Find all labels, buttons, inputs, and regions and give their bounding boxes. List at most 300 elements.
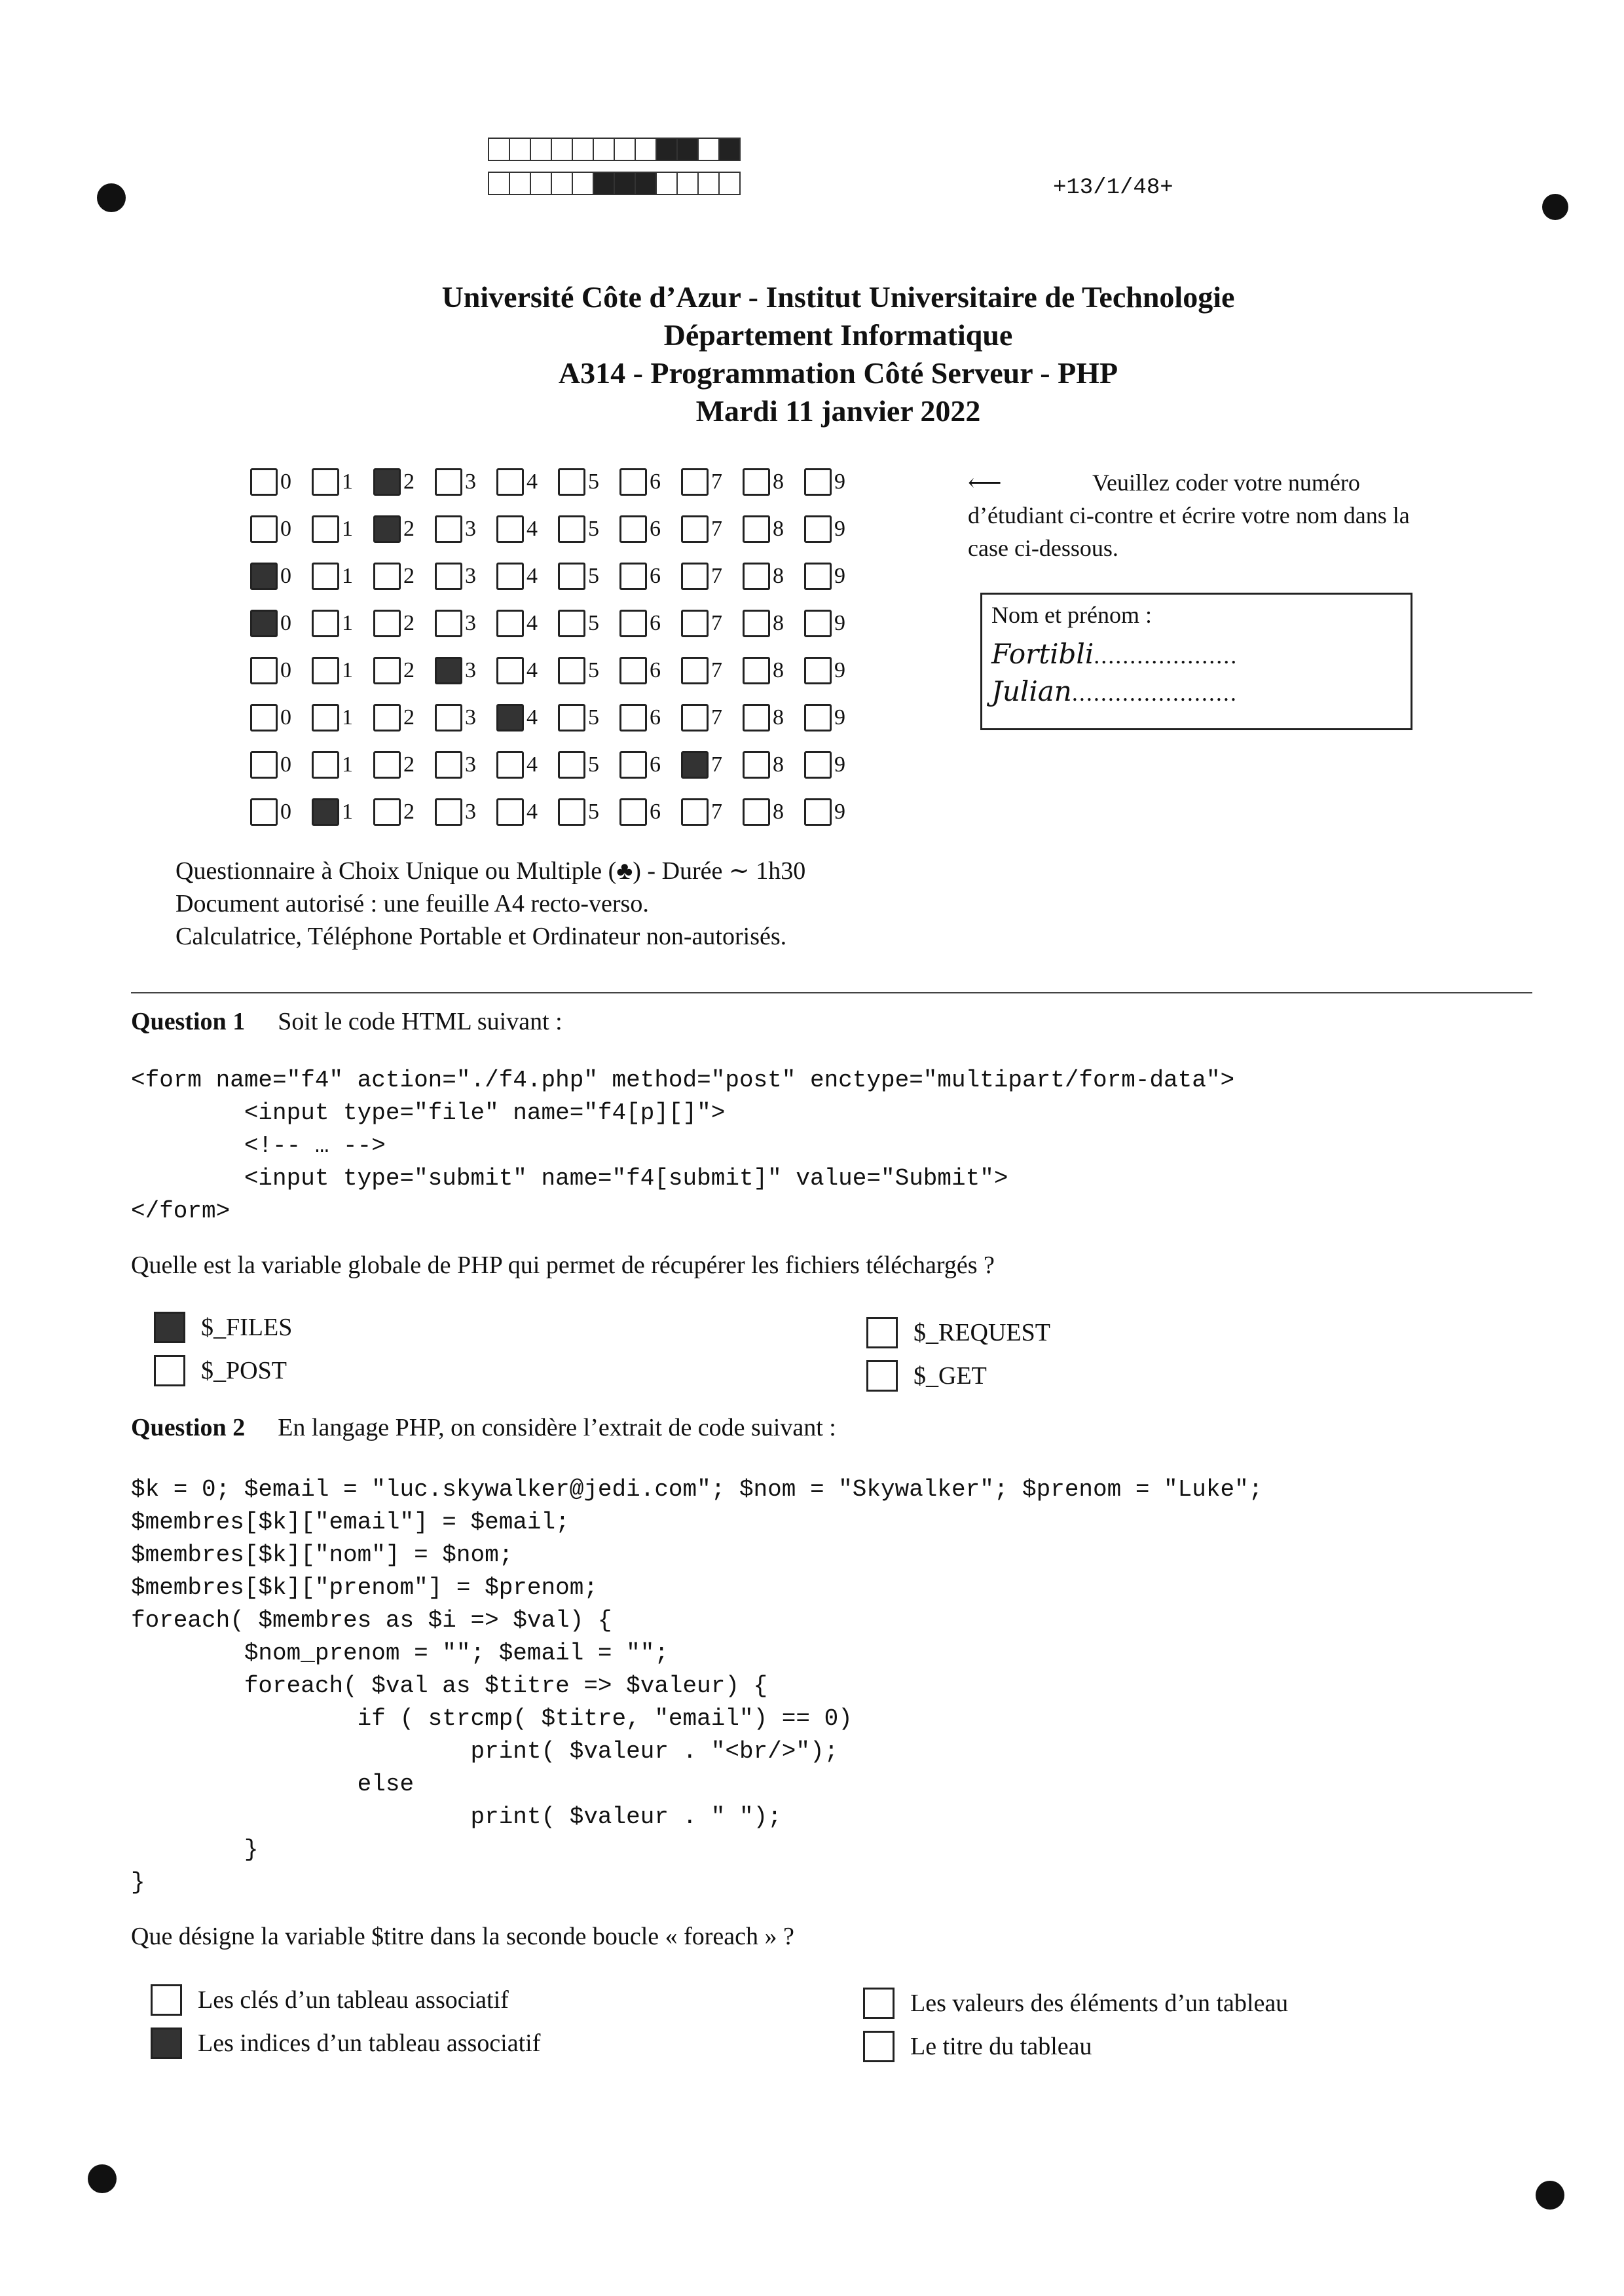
- digit-checkbox[interactable]: [250, 798, 278, 826]
- digit-option[interactable]: [250, 704, 312, 731]
- digit-label: 5: [588, 705, 599, 730]
- option-label: $_GET: [913, 1362, 987, 1390]
- student-number-row: [250, 600, 866, 647]
- digit-checkbox[interactable]: [619, 563, 647, 590]
- digit-option[interactable]: [743, 798, 804, 826]
- digit-label: 4: [526, 658, 538, 682]
- digit-label: 5: [588, 752, 599, 777]
- digit-label: 1: [342, 611, 353, 635]
- digit-checkbox[interactable]: [619, 657, 647, 684]
- digit-option[interactable]: [435, 468, 496, 496]
- question-1-heading: [131, 1007, 563, 1036]
- digit-option[interactable]: [435, 515, 496, 543]
- digit-label: 2: [403, 517, 415, 541]
- digit-checkbox[interactable]: [558, 468, 585, 496]
- digit-checkbox[interactable]: [743, 798, 770, 826]
- digit-checkbox[interactable]: [250, 468, 278, 496]
- digit-option[interactable]: [373, 610, 435, 637]
- digit-checkbox[interactable]: [373, 610, 401, 637]
- digit-label: 8: [773, 564, 784, 588]
- dotted-line: .......................: [1071, 680, 1238, 706]
- digit-label: 4: [526, 564, 538, 588]
- digit-option[interactable]: [619, 704, 681, 731]
- q1-option-post[interactable]: [154, 1355, 287, 1386]
- digit-checkbox[interactable]: [743, 610, 770, 637]
- digit-checkbox[interactable]: [373, 515, 401, 543]
- registration-mark-bottom-right: [1536, 2181, 1564, 2210]
- digit-option[interactable]: [373, 657, 435, 684]
- digit-option[interactable]: [619, 798, 681, 826]
- digit-label: 3: [465, 752, 476, 777]
- q1-option-files[interactable]: [154, 1312, 292, 1343]
- name-box-label: Nom et prénom :: [991, 602, 1152, 628]
- digit-option[interactable]: [619, 515, 681, 543]
- digit-checkbox[interactable]: [435, 751, 462, 779]
- digit-option[interactable]: [250, 468, 312, 496]
- digit-checkbox[interactable]: [558, 798, 585, 826]
- barcode-bottom: [488, 172, 739, 195]
- digit-label: 0: [280, 611, 291, 635]
- student-number-row: [250, 553, 866, 600]
- header-course: A314 - Programmation Côté Serveur - PHP: [558, 356, 1118, 390]
- question-1-label: Question 1: [131, 1008, 246, 1035]
- digit-option[interactable]: [681, 515, 743, 543]
- digit-checkbox[interactable]: [619, 704, 647, 731]
- checkbox[interactable]: [866, 1317, 898, 1348]
- digit-label: 7: [711, 752, 722, 777]
- digit-option[interactable]: [619, 563, 681, 590]
- digit-checkbox[interactable]: [681, 468, 709, 496]
- digit-option[interactable]: [435, 798, 496, 826]
- digit-checkbox[interactable]: [496, 657, 524, 684]
- digit-option[interactable]: [435, 751, 496, 779]
- digit-label: 3: [465, 705, 476, 730]
- digit-checkbox[interactable]: [312, 751, 339, 779]
- digit-option[interactable]: [250, 657, 312, 684]
- barcode-top: [488, 138, 739, 161]
- digit-option[interactable]: [373, 751, 435, 779]
- digit-checkbox[interactable]: [558, 563, 585, 590]
- option-label: Le titre du tableau: [910, 2033, 1092, 2060]
- digit-label: 9: [834, 517, 845, 541]
- digit-option[interactable]: [312, 798, 373, 826]
- digit-option[interactable]: [681, 798, 743, 826]
- digit-option[interactable]: [250, 515, 312, 543]
- digit-label: 4: [526, 752, 538, 777]
- question-2-prompt: Que désigne la variable $titre dans la seconde boucle « foreach » ?: [131, 1923, 794, 1950]
- digit-option[interactable]: [743, 515, 804, 543]
- dotted-line: ....................: [1094, 642, 1238, 669]
- digit-label: 4: [526, 800, 538, 824]
- checkbox[interactable]: [151, 2028, 182, 2059]
- digit-option[interactable]: [804, 704, 866, 731]
- exam-header: [0, 278, 1624, 430]
- digit-label: 2: [403, 752, 415, 777]
- question-2-heading: [131, 1413, 836, 1442]
- option-label: $_REQUEST: [913, 1319, 1050, 1346]
- digit-option[interactable]: [312, 657, 373, 684]
- digit-label: 0: [280, 752, 291, 777]
- digit-label: 3: [465, 658, 476, 682]
- handwritten-first-name: Julian: [991, 675, 1072, 707]
- digit-option[interactable]: [435, 610, 496, 637]
- digit-option[interactable]: [681, 704, 743, 731]
- digit-checkbox[interactable]: [373, 798, 401, 826]
- digit-label: 3: [465, 517, 476, 541]
- digit-checkbox[interactable]: [558, 751, 585, 779]
- digit-checkbox[interactable]: [558, 610, 585, 637]
- digit-label: 0: [280, 705, 291, 730]
- digit-option[interactable]: [250, 798, 312, 826]
- digit-checkbox[interactable]: [496, 751, 524, 779]
- digit-label: 3: [465, 611, 476, 635]
- registration-mark-bottom-left: [88, 2164, 117, 2193]
- option-label: Les valeurs des éléments d’un tableau: [910, 1990, 1289, 2017]
- digit-option[interactable]: [743, 751, 804, 779]
- question-1-code: <form name="f4" action="./f4.php" method="post" enctype="multipart/form-data"> <input type="file" name="f4[p][]"> <!-- … --> <input type="submit" name="f4[submit]" value="Submit"> </form>: [131, 1067, 1235, 1225]
- digit-checkbox[interactable]: [435, 704, 462, 731]
- digit-option[interactable]: [435, 657, 496, 684]
- digit-checkbox[interactable]: [250, 515, 278, 543]
- digit-label: 4: [526, 517, 538, 541]
- q1-option-get[interactable]: [866, 1360, 987, 1392]
- digit-label: 3: [465, 800, 476, 824]
- digit-label: 7: [711, 564, 722, 588]
- digit-label: 8: [773, 611, 784, 635]
- digit-option[interactable]: [804, 515, 866, 543]
- instructions-lead: Veuillez coder votre numéro: [1092, 470, 1360, 496]
- header-university: Université Côte d’Azur - Institut Universitaire de Technologie: [441, 280, 1235, 314]
- digit-checkbox[interactable]: [435, 468, 462, 496]
- checkbox[interactable]: [154, 1355, 185, 1386]
- digit-label: 2: [403, 800, 415, 824]
- digit-label: 4: [526, 705, 538, 730]
- digit-checkbox[interactable]: [804, 515, 832, 543]
- digit-option[interactable]: [558, 798, 619, 826]
- digit-option[interactable]: [804, 468, 866, 496]
- digit-checkbox[interactable]: [373, 657, 401, 684]
- digit-label: 1: [342, 658, 353, 682]
- digit-label: 0: [280, 564, 291, 588]
- section-divider: [131, 992, 1532, 993]
- q2-option-title[interactable]: [863, 2031, 1092, 2062]
- digit-checkbox[interactable]: [743, 563, 770, 590]
- digit-label: 8: [773, 470, 784, 494]
- digit-option[interactable]: [804, 563, 866, 590]
- digit-option[interactable]: [558, 657, 619, 684]
- digit-option[interactable]: [496, 657, 558, 684]
- digit-checkbox[interactable]: [435, 515, 462, 543]
- digit-label: 0: [280, 800, 291, 824]
- digit-checkbox[interactable]: [312, 610, 339, 637]
- instructions-rest: d’étudiant ci-contre et écrire votre nom dans la case ci-dessous.: [968, 502, 1410, 561]
- digit-checkbox[interactable]: [619, 798, 647, 826]
- digit-label: 7: [711, 705, 722, 730]
- digit-label: 4: [526, 470, 538, 494]
- digit-option[interactable]: [250, 751, 312, 779]
- digit-checkbox[interactable]: [743, 704, 770, 731]
- digit-checkbox[interactable]: [619, 610, 647, 637]
- digit-option[interactable]: [619, 751, 681, 779]
- digit-label: 7: [711, 800, 722, 824]
- digit-option[interactable]: [558, 515, 619, 543]
- digit-option[interactable]: [496, 704, 558, 731]
- digit-checkbox[interactable]: [496, 610, 524, 637]
- digit-option[interactable]: [312, 563, 373, 590]
- digit-option[interactable]: [312, 468, 373, 496]
- digit-label: 2: [403, 470, 415, 494]
- digit-option[interactable]: [804, 751, 866, 779]
- digit-label: 5: [588, 564, 599, 588]
- digit-checkbox[interactable]: [743, 657, 770, 684]
- digit-checkbox[interactable]: [312, 798, 339, 826]
- digit-label: 5: [588, 611, 599, 635]
- header-department: Département Informatique: [663, 318, 1013, 352]
- digit-label: 5: [588, 517, 599, 541]
- digit-option[interactable]: [804, 798, 866, 826]
- digit-option[interactable]: [804, 657, 866, 684]
- digit-checkbox[interactable]: [681, 704, 709, 731]
- digit-option[interactable]: [312, 751, 373, 779]
- digit-checkbox[interactable]: [558, 704, 585, 731]
- digit-label: 7: [711, 658, 722, 682]
- digit-option[interactable]: [496, 515, 558, 543]
- digit-label: 9: [834, 564, 845, 588]
- digit-option[interactable]: [681, 751, 743, 779]
- student-number-grid: [250, 458, 866, 836]
- digit-label: 7: [711, 611, 722, 635]
- digit-checkbox[interactable]: [804, 704, 832, 731]
- checkbox[interactable]: [154, 1312, 185, 1343]
- digit-option[interactable]: [496, 468, 558, 496]
- digit-checkbox[interactable]: [435, 610, 462, 637]
- digit-option[interactable]: [250, 563, 312, 590]
- digit-label: 6: [650, 752, 661, 777]
- digit-label: 1: [342, 517, 353, 541]
- digit-option[interactable]: [496, 610, 558, 637]
- registration-mark-top-left: [97, 183, 126, 212]
- digit-checkbox[interactable]: [250, 704, 278, 731]
- digit-option[interactable]: [373, 515, 435, 543]
- digit-option[interactable]: [619, 468, 681, 496]
- digit-option[interactable]: [619, 657, 681, 684]
- digit-label: 3: [465, 564, 476, 588]
- digit-label: 8: [773, 658, 784, 682]
- exam-meta: [175, 855, 805, 953]
- digit-option[interactable]: [373, 468, 435, 496]
- digit-checkbox[interactable]: [681, 798, 709, 826]
- digit-checkbox[interactable]: [373, 468, 401, 496]
- student-number-row: [250, 647, 866, 694]
- digit-label: 9: [834, 658, 845, 682]
- digit-option[interactable]: [496, 563, 558, 590]
- digit-option[interactable]: [312, 704, 373, 731]
- digit-label: 2: [403, 705, 415, 730]
- copy-code-id: +13/1/48+: [1053, 176, 1173, 200]
- digit-checkbox[interactable]: [681, 515, 709, 543]
- q2-option-keys[interactable]: [151, 1984, 509, 2016]
- q2-option-indices[interactable]: [151, 2028, 540, 2059]
- digit-checkbox[interactable]: [558, 657, 585, 684]
- digit-checkbox[interactable]: [743, 515, 770, 543]
- question-1-prompt: Quelle est la variable globale de PHP qui permet de récupérer les fichiers téléchargés ?: [131, 1251, 995, 1279]
- digit-checkbox[interactable]: [373, 704, 401, 731]
- digit-option[interactable]: [558, 704, 619, 731]
- digit-checkbox[interactable]: [312, 515, 339, 543]
- digit-checkbox[interactable]: [804, 751, 832, 779]
- digit-option[interactable]: [743, 468, 804, 496]
- digit-checkbox[interactable]: [373, 751, 401, 779]
- digit-label: 0: [280, 517, 291, 541]
- digit-label: 6: [650, 517, 661, 541]
- digit-checkbox[interactable]: [804, 563, 832, 590]
- registration-mark-top-right: [1542, 194, 1568, 220]
- digit-label: 3: [465, 470, 476, 494]
- student-number-row: [250, 788, 866, 836]
- digit-checkbox[interactable]: [619, 515, 647, 543]
- digit-option[interactable]: [743, 563, 804, 590]
- digit-label: 7: [711, 470, 722, 494]
- student-number-row: [250, 506, 866, 553]
- digit-checkbox[interactable]: [250, 751, 278, 779]
- checkbox[interactable]: [863, 1988, 895, 2019]
- digit-option[interactable]: [558, 751, 619, 779]
- digit-label: 1: [342, 800, 353, 824]
- digit-label: 8: [773, 517, 784, 541]
- digit-checkbox[interactable]: [681, 657, 709, 684]
- digit-option[interactable]: [250, 610, 312, 637]
- digit-option[interactable]: [496, 798, 558, 826]
- digit-checkbox[interactable]: [250, 610, 278, 637]
- digit-option[interactable]: [619, 610, 681, 637]
- question-2-label: Question 2: [131, 1414, 246, 1441]
- checkbox[interactable]: [863, 2031, 895, 2062]
- digit-label: 1: [342, 705, 353, 730]
- digit-label: 9: [834, 611, 845, 635]
- checkbox[interactable]: [866, 1360, 898, 1392]
- digit-checkbox[interactable]: [558, 515, 585, 543]
- digit-label: 9: [834, 752, 845, 777]
- digit-label: 1: [342, 564, 353, 588]
- digit-checkbox[interactable]: [804, 610, 832, 637]
- student-number-row: [250, 741, 866, 788]
- question-2-code: $k = 0; $email = "luc.skywalker@jedi.com"; $nom = "Skywalker"; $prenom = "Luke"; $membres[$k]["email"] = $email; $membres[$k]["nom"] = $nom; $membres[$k]["prenom"] = $prenom; foreach( $membres as $i => $val) { $nom_prenom = ""; $email = ""; foreach( $val as $titre => $valeur) { if ( strcmp( $titre, "email") == 0) print( $valeur . "<br/>"); else print( $valeur . " "); } }: [131, 1476, 1263, 1896]
- digit-label: 2: [403, 658, 415, 682]
- digit-checkbox[interactable]: [496, 563, 524, 590]
- digit-label: 6: [650, 800, 661, 824]
- digit-checkbox[interactable]: [373, 563, 401, 590]
- digit-label: 1: [342, 470, 353, 494]
- digit-option[interactable]: [558, 468, 619, 496]
- digit-label: 2: [403, 564, 415, 588]
- digit-label: 9: [834, 800, 845, 824]
- digit-option[interactable]: [558, 563, 619, 590]
- digit-label: 6: [650, 705, 661, 730]
- digit-checkbox[interactable]: [435, 563, 462, 590]
- digit-checkbox[interactable]: [496, 798, 524, 826]
- option-label: Les clés d’un tableau associatif: [198, 1986, 509, 2014]
- digit-checkbox[interactable]: [496, 704, 524, 731]
- digit-label: 5: [588, 658, 599, 682]
- name-box[interactable]: [980, 593, 1412, 730]
- handwritten-last-name: Fortibli: [991, 638, 1094, 670]
- digit-label: 1: [342, 752, 353, 777]
- digit-option[interactable]: [373, 798, 435, 826]
- digit-checkbox[interactable]: [312, 657, 339, 684]
- digit-label: 6: [650, 611, 661, 635]
- digit-label: 5: [588, 800, 599, 824]
- digit-checkbox[interactable]: [804, 657, 832, 684]
- digit-checkbox[interactable]: [312, 704, 339, 731]
- digit-label: 0: [280, 470, 291, 494]
- digit-option[interactable]: [312, 610, 373, 637]
- checkbox[interactable]: [151, 1984, 182, 2016]
- q1-option-request[interactable]: [866, 1317, 1050, 1348]
- digit-checkbox[interactable]: [681, 563, 709, 590]
- digit-checkbox[interactable]: [250, 563, 278, 590]
- digit-option[interactable]: [558, 610, 619, 637]
- digit-checkbox[interactable]: [804, 798, 832, 826]
- digit-checkbox[interactable]: [743, 751, 770, 779]
- digit-checkbox[interactable]: [496, 515, 524, 543]
- digit-option[interactable]: [681, 610, 743, 637]
- student-number-row: [250, 458, 866, 506]
- digit-checkbox[interactable]: [435, 657, 462, 684]
- meta-line-devices: Calculatrice, Téléphone Portable et Ordinateur non-autorisés.: [175, 923, 787, 950]
- digit-option[interactable]: [804, 610, 866, 637]
- digit-option[interactable]: [681, 468, 743, 496]
- digit-option[interactable]: [681, 657, 743, 684]
- digit-option[interactable]: [373, 563, 435, 590]
- student-number-row: [250, 694, 866, 741]
- digit-label: 6: [650, 658, 661, 682]
- digit-checkbox[interactable]: [312, 563, 339, 590]
- digit-option[interactable]: [743, 704, 804, 731]
- digit-option[interactable]: [312, 515, 373, 543]
- digit-checkbox[interactable]: [804, 468, 832, 496]
- q2-option-values[interactable]: [863, 1988, 1288, 2019]
- digit-checkbox[interactable]: [435, 798, 462, 826]
- digit-checkbox[interactable]: [619, 751, 647, 779]
- digit-label: 9: [834, 470, 845, 494]
- question-2-intro: En langage PHP, on considère l’extrait de code suivant :: [278, 1414, 836, 1441]
- digit-option[interactable]: [373, 704, 435, 731]
- digit-label: 6: [650, 564, 661, 588]
- digit-checkbox[interactable]: [681, 751, 709, 779]
- header-date: Mardi 11 janvier 2022: [695, 394, 981, 428]
- digit-checkbox[interactable]: [312, 468, 339, 496]
- digit-option[interactable]: [435, 563, 496, 590]
- digit-checkbox[interactable]: [250, 657, 278, 684]
- digit-label: 5: [588, 470, 599, 494]
- left-arrow-icon: ⟵: [968, 470, 1002, 496]
- digit-option[interactable]: [681, 563, 743, 590]
- digit-option[interactable]: [743, 610, 804, 637]
- digit-label: 8: [773, 752, 784, 777]
- digit-option[interactable]: [435, 704, 496, 731]
- digit-checkbox[interactable]: [743, 468, 770, 496]
- meta-line-documents: Document autorisé : une feuille A4 recto-verso.: [175, 890, 649, 917]
- student-number-instructions: [968, 466, 1420, 565]
- digit-checkbox[interactable]: [681, 610, 709, 637]
- digit-option[interactable]: [496, 751, 558, 779]
- digit-checkbox[interactable]: [619, 468, 647, 496]
- digit-label: 0: [280, 658, 291, 682]
- digit-option[interactable]: [743, 657, 804, 684]
- digit-checkbox[interactable]: [496, 468, 524, 496]
- meta-line-format: Questionnaire à Choix Unique ou Multiple (♣) - Durée ∼ 1h30: [175, 857, 806, 885]
- digit-label: 6: [650, 470, 661, 494]
